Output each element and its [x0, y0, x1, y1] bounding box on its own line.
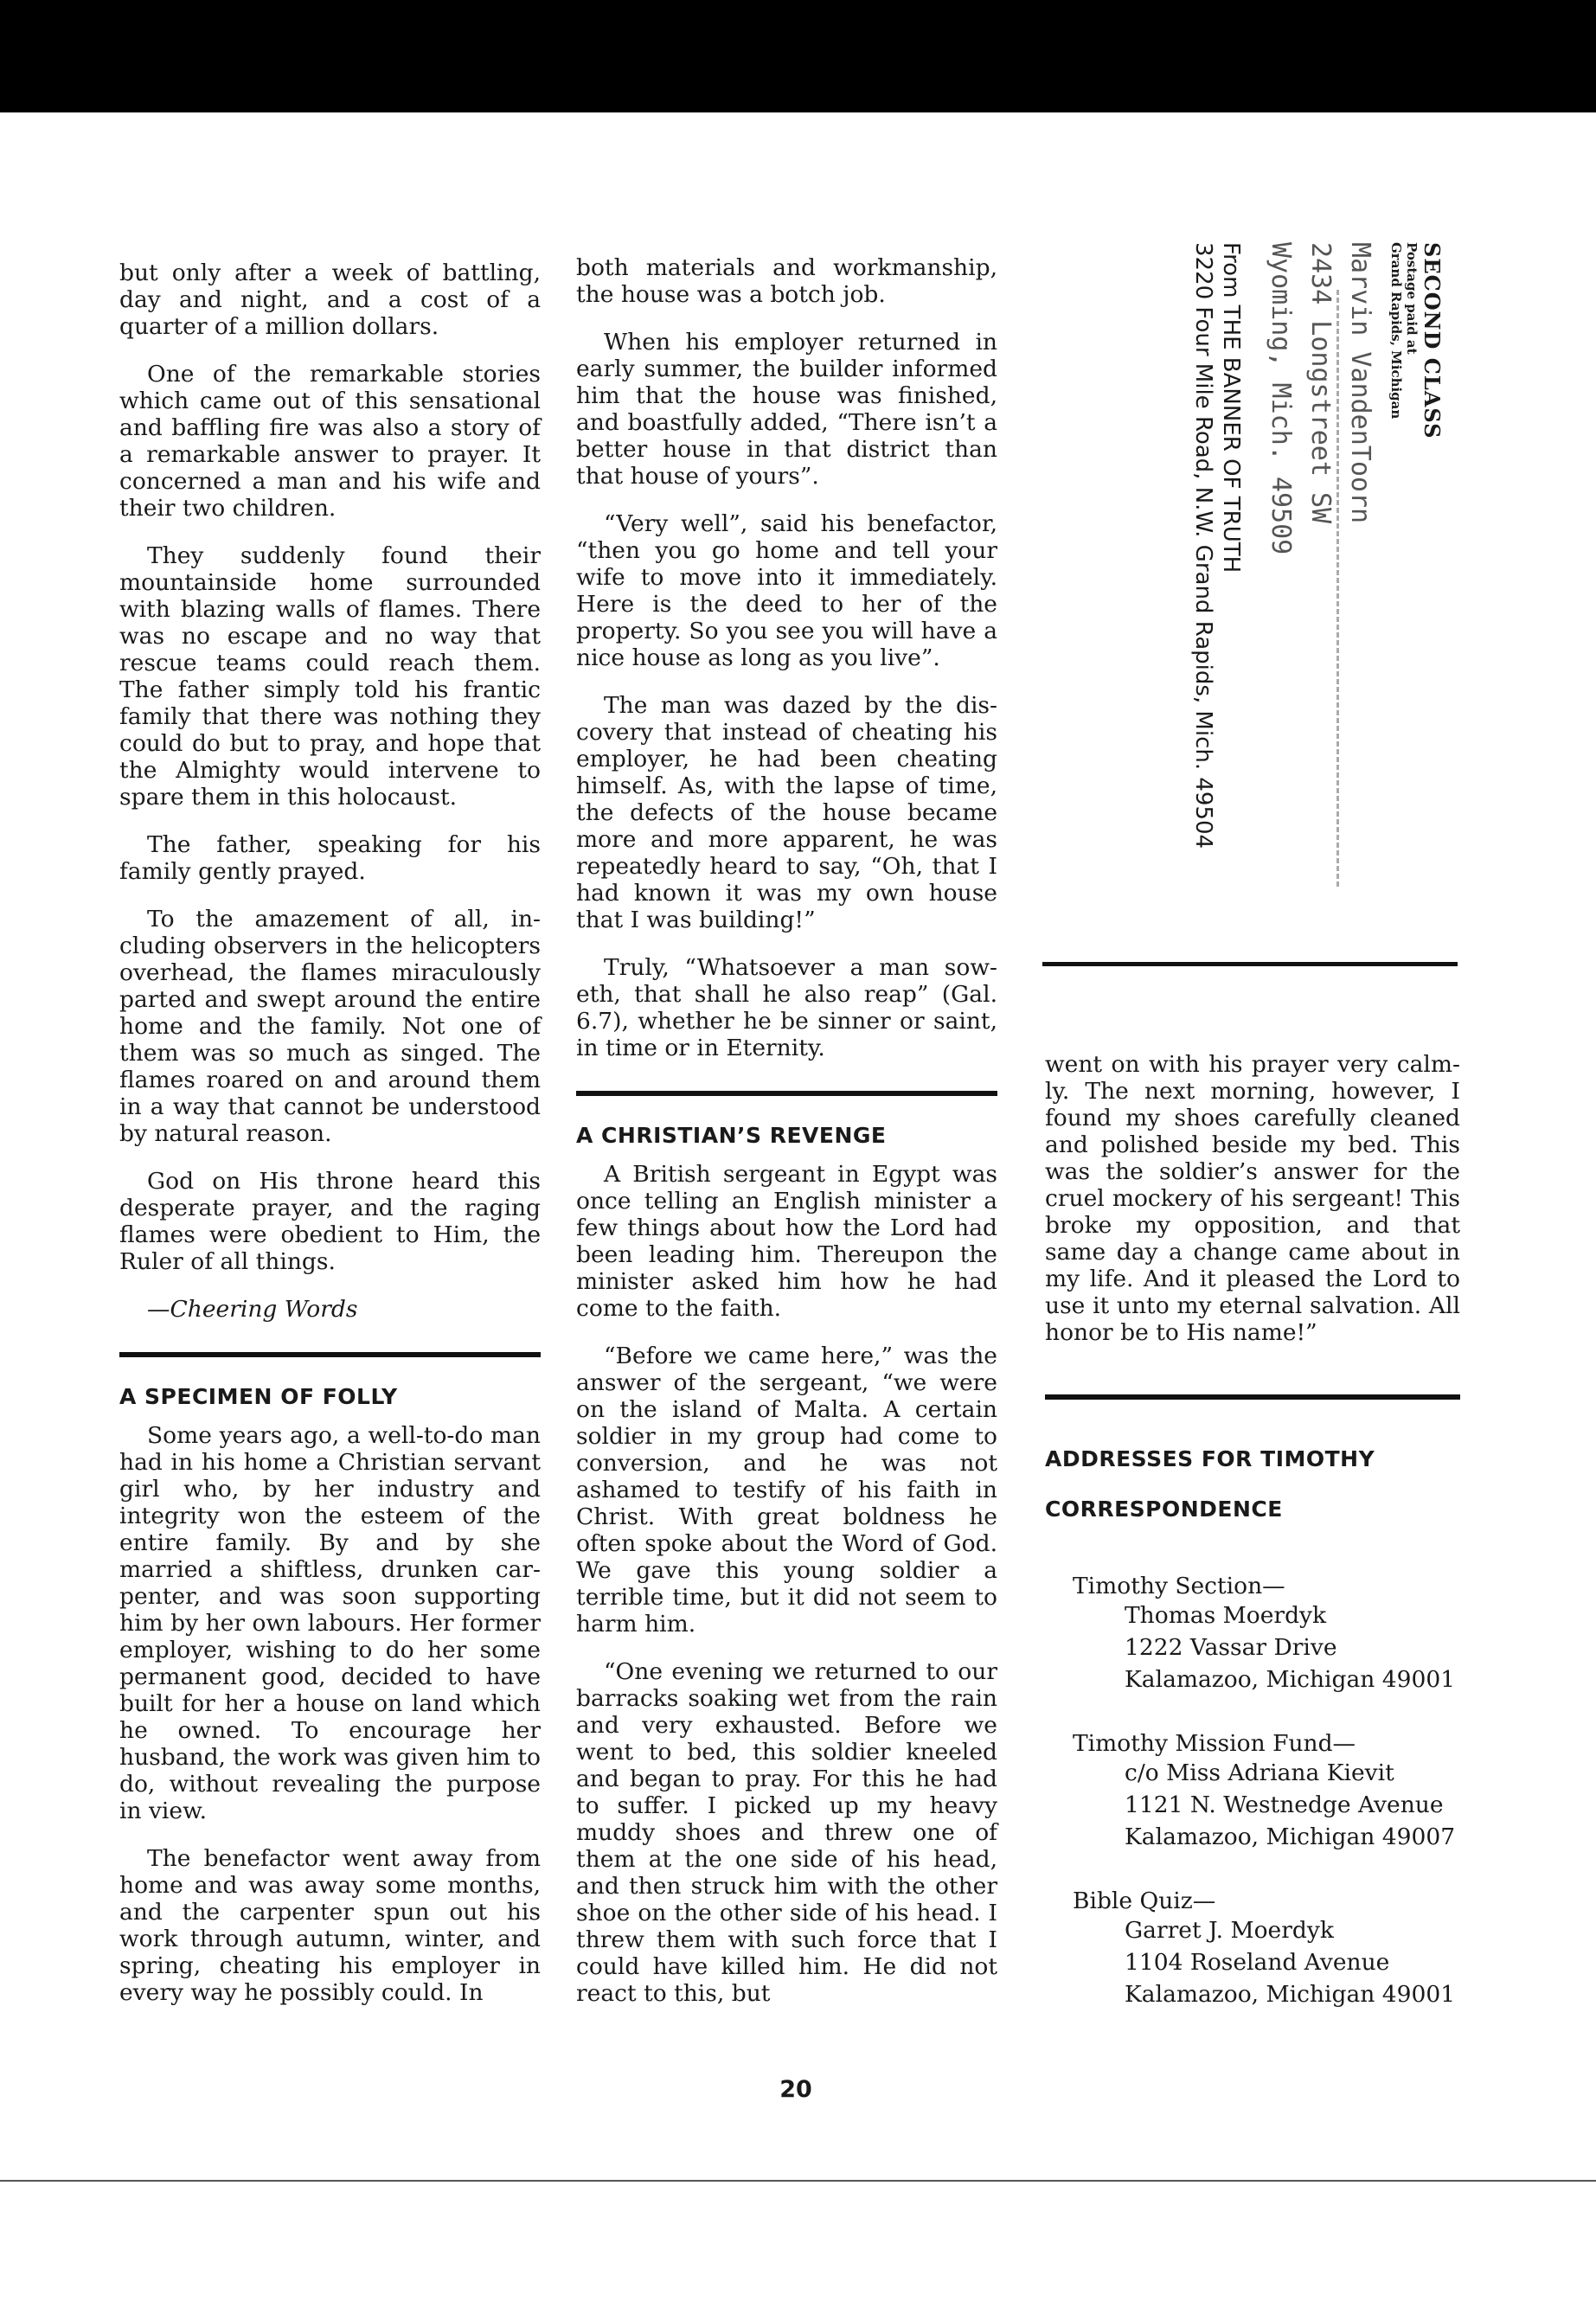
- paragraph: They suddenly found their mountainside home surrounded with blazing walls of flames. There was no escape and no way that rescue teams could reach them. The father simply told his frantic family that there was nothing they could do but to pray, and hope that the Almighty would intervene to spare them in this holocaust.: [119, 542, 541, 811]
- address-line: Thomas Moerdyk: [1125, 1602, 1327, 1629]
- postage-line: Grand Rapids, Michigan: [1388, 242, 1404, 420]
- mailing-label: [1064, 242, 1445, 934]
- column-1: [119, 260, 541, 2027]
- paragraph: A British sergeant in Egypt was once telling an English minister a few things about how the Lord had been leading him. Thereupon the minister asked him how he had come to the faith.: [576, 1161, 997, 1322]
- section-divider: [119, 1352, 541, 1357]
- scan-top-border: [0, 0, 1596, 121]
- address-line: Kalamazoo, Michigan 49007: [1125, 1823, 1456, 1850]
- paragraph: went on with his prayer very calmly. The next morning, however, I found my shoes carefully cleaned and polished beside my bed. This was the soldier’s answer for the cruel mockery of his sergeant! This broke my opposition, and that same day a change came about in my life. And it pleased the Lord to use it unto my eternal salvation. All honor be to His name!”: [1045, 1051, 1460, 1346]
- address-entry: [1045, 1730, 1460, 1853]
- postage-line: Postage paid at: [1404, 242, 1420, 355]
- recipient-name: Marvin VandenToorn: [1345, 242, 1375, 524]
- article-heading: A CHRISTIAN’S REVENGE: [576, 1123, 887, 1148]
- return-address: [1189, 242, 1245, 934]
- recipient-address: [1260, 242, 1380, 934]
- paragraph: “Very well”, said his benefactor, “then you go home and tell your wife to move into it immediately. Here is the deed to her of the property. So you see you will have a nice house as long as you live”.: [576, 510, 997, 671]
- paragraph: The man was dazed by the discovery that instead of cheating his employer, he had been cheating himself. As, with the lapse of time, the defects of the house became more and more apparent, he was repeatedly heard to say, “Oh, that I had known it was my own house that I was building!”: [576, 692, 997, 933]
- paragraph: When his employer returned in early summer, the builder informed him that the house was finished, and boastfully added, “There isn’t a better house in that district than that house of yours”.: [576, 329, 997, 490]
- address-line: 1222 Vassar Drive: [1125, 1634, 1337, 1661]
- address-label: Timothy Mission Fund—: [1073, 1730, 1356, 1757]
- section-divider: [1045, 1394, 1460, 1400]
- column-2: [576, 254, 997, 2028]
- addresses-heading: ADDRESSES FOR TIMOTHY CORRESPONDENCE: [1045, 1446, 1375, 1522]
- paragraph: One of the remarkable stories which came out of this sensational and baffling fire was also a story of a remarkable answer to prayer. It concerned a man and his wife and their two children.: [119, 361, 541, 522]
- page-number: 20: [779, 2076, 812, 2103]
- paragraph: To the amazement of all, including observers in the helicopters overhead, the flames miraculously parted and swept around the entire home and the family. Not one of them was so much as singed. The flames roared on and around them in a way that cannot be understood by natural reason.: [119, 906, 541, 1147]
- source-attribution: —Cheering Words: [147, 1296, 358, 1323]
- paragraph: but only after a week of battling, day and night, and a cost of a quarter of a million dollars.: [119, 260, 541, 340]
- paragraph: “Before we came here,” was the answer of the sergeant, “we were on the island of Malta. A certain soldier in my group had come to conversion, and he was not ashamed to testify of his faith in Christ. With great boldness he often spoke about the Word of God. We gave this young soldier a terrible time, but it did not seem to harm him.: [576, 1343, 997, 1638]
- paragraph: “One evening we returned to our barracks soaking wet from the rain and very exhausted. Before we went to bed, this soldier kneeled and began to pray. For this he had to suffer. I picked up my heavy muddy shoes and threw one of them at the one side of his head, and then struck him with the other shoe on the other side of his head. I threw them with such force that I could have killed him. He did not react to this, but: [576, 1658, 997, 2007]
- column-3: [1045, 1051, 1460, 2045]
- scan-bottom-edge: [0, 2180, 1596, 2182]
- paragraph: God on His throne heard this desperate prayer, and the raging flames were obedient to Him, the Ruler of all things.: [119, 1168, 541, 1275]
- recipient-street: 2434 Longstreet SW: [1305, 242, 1336, 524]
- paragraph: Truly, “Whatsoever a man soweth, that shall he also reap” (Gal. 6.7), whether he be sinner or saint, in time or in Eternity.: [576, 954, 997, 1061]
- article-heading: A SPECIMEN OF FOLLY: [119, 1384, 398, 1409]
- postal-class: SECOND CLASS: [1420, 242, 1445, 439]
- address-label: Bible Quiz—: [1073, 1888, 1216, 1914]
- paragraph: The father, speaking for his family gently prayed.: [119, 831, 541, 885]
- recipient-city: Wyoming, Mich. 49509: [1266, 242, 1296, 555]
- return-line: From THE BANNER OF TRUTH: [1218, 242, 1244, 574]
- address-line: Garret J. Moerdyk: [1125, 1917, 1334, 1944]
- return-line: 3220 Four Mile Road, N.W. Grand Rapids, Mich. 49504: [1190, 242, 1216, 849]
- address-line: 1104 Roseland Avenue: [1125, 1949, 1390, 1976]
- section-divider: [1042, 962, 1458, 966]
- address-line: c/o Miss Adriana Kievit: [1125, 1759, 1394, 1786]
- address-line: Kalamazoo, Michigan 49001: [1125, 1666, 1456, 1693]
- address-entry: [1045, 1573, 1460, 1695]
- address-line: 1121 N. Westnedge Avenue: [1125, 1791, 1444, 1818]
- address-label: Timothy Section—: [1073, 1573, 1285, 1599]
- section-divider: [576, 1091, 997, 1096]
- address-line: Kalamazoo, Michigan 49001: [1125, 1981, 1456, 2008]
- paragraph: both materials and workmanship, the house was a botch job.: [576, 254, 997, 308]
- address-entry: [1045, 1888, 1460, 2010]
- paragraph: Some years ago, a well-to-do man had in his home a Christian servant girl who, by her industry and integrity won the esteem of the entire family. By and by she married a shiftless, drunken carpenter, and was soon supporting him by her own labours. Her former employer, wishing to do her some permanent good, decided to have built for her a house on land which he owned. To encourage her husband, the work was given him to do, without revealing the purpose in view.: [119, 1422, 541, 1824]
- paragraph: The benefactor went away from home and was away some months, and the carpenter spun out his work through autumn, winter, and spring, cheating his employer in every way he possibly could. In: [119, 1845, 541, 2006]
